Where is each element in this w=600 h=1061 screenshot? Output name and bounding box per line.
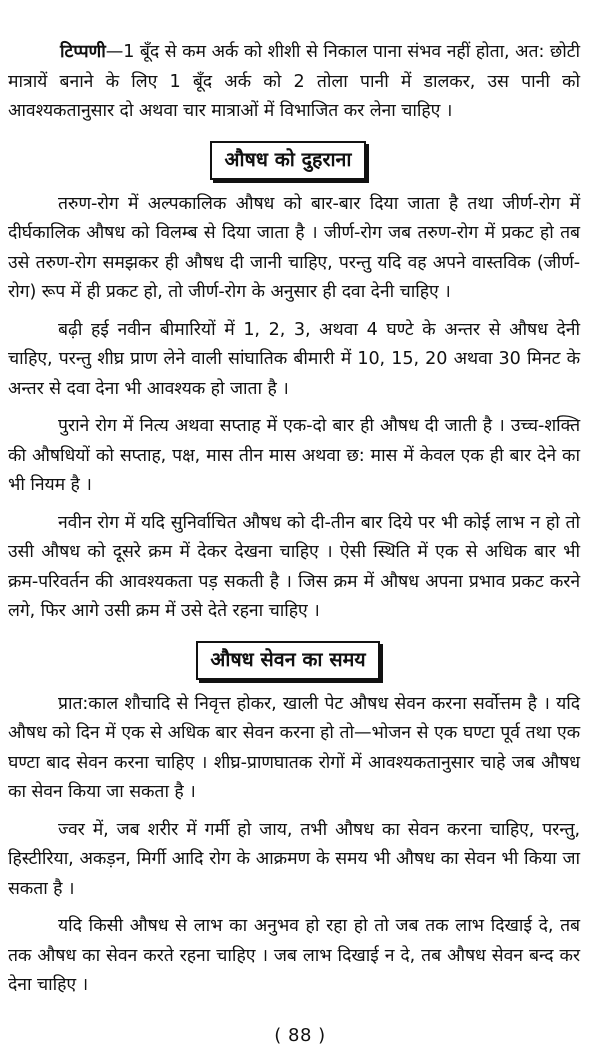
paragraph: प्रात:काल शौचादि से निवृत्त होकर, खाली पेट औषध सेवन करना सर्वोत्तम है । यदि औषध को दिन में एक से अधिक बार सेवन करना हो तो—भोजन से एक घण्टा पूर्व तथा एक घण्टा बाद सेवन करना चाहिए । शीघ्र-प्राणघातक रोगों में आवश्यकतानुसार चाहे जब औषध का सेवन किया जा सकता है । bbox=[8, 693, 580, 802]
note-text: —1 बूँद से कम अर्क को शीशी से निकाल पाना संभव नहीं होता, अत: छोटी मात्रायें बनाने के लिए 1 बूँद अर्क को 2 तोला पानी में डालकर, उस पानी को आवश्यकतानुसार दो अथवा चार मात्राओं में विभाजित कर लेना चाहिए । bbox=[8, 42, 580, 121]
paragraph: तरुण-रोग में अल्पकालिक औषध को बार-बार दिया जाता है तथा जीर्ण-रोग में दीर्घकालिक औषध को विलम्ब से दिया जाता है । जीर्ण-रोग जब तरुण-रोग में प्रकट हो तब उसे तरुण-रोग समझकर ही औषध दी जानी चाहिए, परन्तु यदि वह अपने वास्तविक (जीर्ण-रोग) रूप में ही प्रकट हो, तो जीर्ण-रोग के अनुसार ही दवा देनी चाहिए । bbox=[8, 193, 580, 302]
paragraph: ज्वर में, जब शरीर में गर्मी हो जाय, तभी औषध का सेवन करना चाहिए, परन्तु, हिस्टीरिया, अकड़न, मिर्गी आदि रोग के आक्रमण के समय भी औषध का सेवन भी किया जा सकता है । bbox=[8, 819, 580, 899]
note-paragraph bbox=[8, 38, 580, 127]
paragraph: यदि किसी औषध से लाभ का अनुभव हो रहा हो तो जब तक लाभ दिखाई दे, तब तक औषध का सेवन करते रहना चाहिए । जब लाभ दिखाई न दे, तब औषध सेवन बन्द कर देना चाहिए । bbox=[8, 916, 580, 995]
page-number: ( 88 ) bbox=[274, 1025, 326, 1046]
paragraph: बढ़ी हई नवीन बीमारियों में 1, 2, 3, अथवा 4 घण्टे के अन्तर से औषध देनी चाहिए, परन्तु शीघ्र प्राण लेने वाली सांघातिक बीमारी में 10, 15, 20 अथवा 30 मिनट के अन्तर से दवा देना भी आवश्यक हो जाता है । bbox=[8, 319, 580, 399]
section-heading-wrapper bbox=[8, 641, 580, 680]
paragraph: पुराने रोग में नित्य अथवा सप्ताह में एक-दो बार ही औषध दी जाती है । उच्च-शक्ति की औषधियों को सप्ताह, पक्ष, मास तीन मास अथवा छ: मास में केवल एक ही बार देने का भी नियम है । bbox=[8, 416, 580, 495]
section-heading-wrapper bbox=[8, 141, 580, 180]
section-heading-dose-timing: औषध सेवन का समय bbox=[196, 641, 379, 680]
paragraph: नवीन रोग में यदि सुनिर्वाचित औषध को दी-तीन बार दिये पर भी कोई लाभ न हो तो उसी औषध को दूसरे क्रम में देकर देखना चाहिए । ऐसी स्थिति में एक से अधिक बार भी क्रम-परिवर्तन की आवश्यकता पड़ सकती है । जिस क्रम में औषध अपना प्रभाव प्रकट करने लगे, फिर आगे उसी क्रम में उसे देते रहना चाहिए । bbox=[8, 512, 580, 621]
note-label: टिप्पणी bbox=[60, 42, 106, 62]
section-heading-repeat-dose: औषध को दुहराना bbox=[210, 141, 365, 180]
